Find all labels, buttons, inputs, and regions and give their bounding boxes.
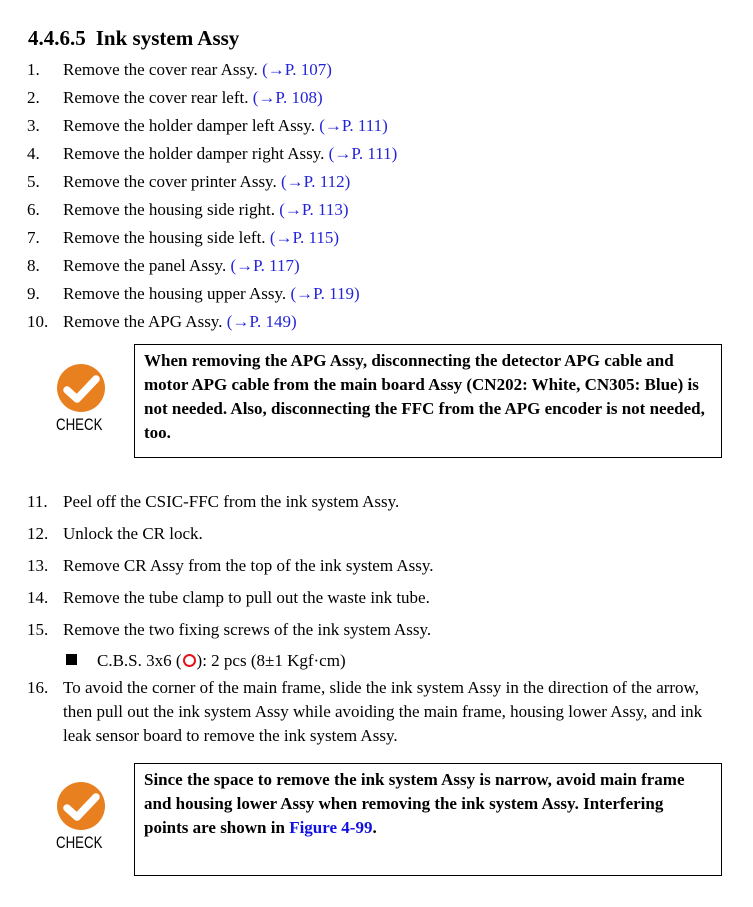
step-text: Peel off the CSIC-FFC from the ink system Assy.: [63, 492, 400, 511]
step-text: Remove the cover rear Assy.: [63, 60, 263, 79]
step-text: Remove the holder damper left Assy.: [63, 116, 320, 135]
step-number: 3.: [27, 116, 40, 135]
bullet-square-icon: [66, 654, 77, 665]
step-number: 10.: [27, 312, 49, 331]
page-ref-link[interactable]: (→P. 111): [319, 116, 388, 135]
step-item: [27, 59, 332, 81]
step-text: Remove the two fixing screws of the ink system Assy.: [63, 620, 432, 639]
step-item: [27, 311, 297, 333]
screw-spec: [66, 650, 346, 672]
step-number: 1.: [27, 60, 40, 79]
page-ref-link[interactable]: (→P. 112): [280, 172, 351, 191]
section-name: Ink system Assy: [95, 26, 240, 50]
page-ref-link[interactable]: (→P. 117): [230, 256, 300, 275]
check-icon: [53, 782, 109, 853]
step-item: [27, 676, 723, 748]
check-circle: [57, 782, 105, 830]
step-number: 12.: [27, 524, 49, 543]
check-icon: [53, 364, 109, 435]
step-number: 16.: [27, 678, 49, 697]
checkmark-icon: [57, 364, 105, 412]
page-ref-link[interactable]: (→P. 113): [279, 200, 349, 219]
step-item: [27, 255, 300, 277]
check-label: CHECK: [56, 415, 103, 434]
step-number: 7.: [27, 228, 40, 247]
step-text: Remove the tube clamp to pull out the waste ink tube.: [63, 588, 430, 607]
step-text: Remove the cover printer Assy.: [63, 172, 281, 191]
step-item: [27, 619, 431, 641]
step-text: Remove the cover rear left.: [63, 88, 253, 107]
step-text: Remove the housing side left.: [63, 228, 270, 247]
step-item: [27, 491, 399, 513]
step-number: 11.: [27, 492, 48, 511]
step-number: 4.: [27, 144, 40, 163]
page-ref-link[interactable]: (→P. 107): [262, 60, 332, 79]
screw-spec-pre: C.B.S. 3x6 (: [97, 651, 182, 670]
check-circle: [57, 364, 105, 412]
step-item: [27, 171, 350, 193]
check-note-box: [134, 763, 722, 876]
check-note-box: [134, 344, 722, 458]
step-text: Remove the panel Assy.: [63, 256, 231, 275]
step-item: [27, 555, 434, 577]
step-text: Remove the holder damper right Assy.: [63, 144, 329, 163]
step-item: [27, 115, 388, 137]
check-note-text: When removing the APG Assy, disconnecting the detector APG cable and motor APG cable from the main board Assy (CN202: White, CN305: Blue) is not needed. Also, disconnecting the FFC from the APG encoder is not needed, too.: [144, 351, 705, 442]
step-item: [27, 587, 430, 609]
step-text: To avoid the corner of the main frame, slide the ink system Assy in the direction of the arrow, then pull out the ink system Assy while avoiding the main frame, housing lower Assy, and ink leak sensor board to remove the ink system Assy.: [63, 678, 703, 745]
step-number: 8.: [27, 256, 40, 275]
figure-link[interactable]: Figure 4-99: [289, 818, 373, 837]
step-number: 2.: [27, 88, 40, 107]
step-item: [27, 87, 323, 109]
page-ref-link[interactable]: (→P. 115): [269, 228, 340, 247]
step-item: [27, 283, 360, 305]
page-ref-link[interactable]: (→P. 119): [290, 284, 360, 303]
step-number: 15.: [27, 620, 49, 639]
step-text: Unlock the CR lock.: [63, 524, 203, 543]
step-text: Remove CR Assy from the top of the ink system Assy.: [63, 556, 434, 575]
step-number: 5.: [27, 172, 40, 191]
step-number: 14.: [27, 588, 49, 607]
section-title: [28, 26, 239, 51]
checkmark-icon: [57, 782, 105, 830]
section-number: 4.4.6.5: [28, 26, 86, 50]
step-number: 6.: [27, 200, 40, 219]
step-text: Remove the housing upper Assy.: [63, 284, 291, 303]
page-ref-link[interactable]: (→P. 149): [226, 312, 297, 331]
red-circle-marker-icon: [183, 654, 196, 667]
screw-spec-post: ): 2 pcs (8±1 Kgf·cm): [196, 651, 346, 670]
page-ref-link[interactable]: (→P. 108): [252, 88, 323, 107]
step-text: Remove the APG Assy.: [63, 312, 227, 331]
step-number: 13.: [27, 556, 49, 575]
page-ref-link[interactable]: (→P. 111): [328, 144, 398, 163]
step-text: Remove the housing side right.: [63, 200, 280, 219]
step-item: [27, 523, 203, 545]
check-note-text: Since the space to remove the ink system Assy is narrow, avoid main frame and housing lower Assy when removing the ink system Assy. Interfering points are shown in: [144, 770, 685, 837]
step-number: 9.: [27, 284, 40, 303]
check-note-text-end: .: [372, 818, 377, 837]
check-label: CHECK: [56, 833, 103, 852]
step-item: [27, 199, 349, 221]
step-item: [27, 143, 397, 165]
step-item: [27, 227, 339, 249]
